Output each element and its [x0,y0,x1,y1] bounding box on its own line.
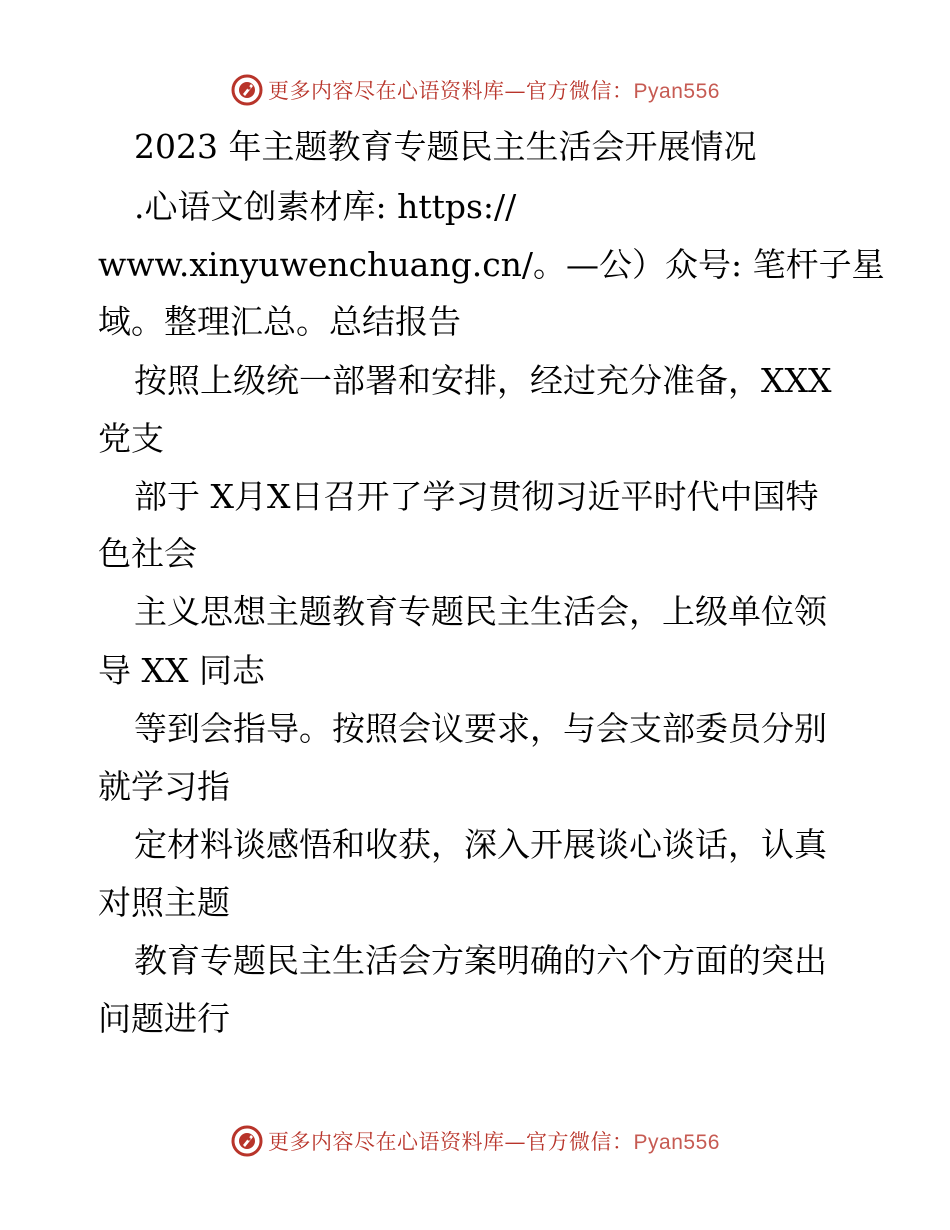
document-title: 2023 年主题教育专题民主生活会开展情况 [134,127,757,166]
document-line: 对照主题 [98,883,230,922]
watermark-text: 更多内容尽在心语资料库—官方微信：Pyan556 [268,79,720,103]
document-line: 定材料谈感悟和收获，深入开展谈心谈话，认真 [134,825,827,864]
document-line: www.xinyuwenchuang.cn/。—公）众号: 笔杆子星 [98,245,885,284]
document-line: 按照上级统一部署和安排，经过充分准备，XXX [134,361,832,400]
watermark-banner-bottom [0,1121,950,1161]
document-line: 主义思想主题教育专题民主生活会，上级单位领 [134,592,827,631]
document-line: 导 XX 同志 [98,651,265,690]
document-line: 就学习指 [98,767,230,806]
document-line: 部于 X月X日召开了学习贯彻习近平时代中国特 [134,477,819,516]
document-line: .心语文创素材库: https:// [134,187,517,226]
watermark-handle: Pyan556 [633,1131,720,1154]
document-line: 域。整理汇总。总结报告 [98,302,461,341]
pen-nib-circle-icon [230,1124,264,1158]
document-line: 等到会指导。按照会议要求，与会支部委员分别 [134,709,827,748]
document-line: 问题进行 [98,999,230,1038]
document-line: 党支 [98,419,164,458]
document-line: 色社会 [98,534,197,573]
document-line: 教育专题民主生活会方案明确的六个方面的突出 [134,941,827,980]
watermark-text: 更多内容尽在心语资料库—官方微信：Pyan556 [268,1130,720,1154]
watermark-handle: Pyan556 [633,80,720,103]
